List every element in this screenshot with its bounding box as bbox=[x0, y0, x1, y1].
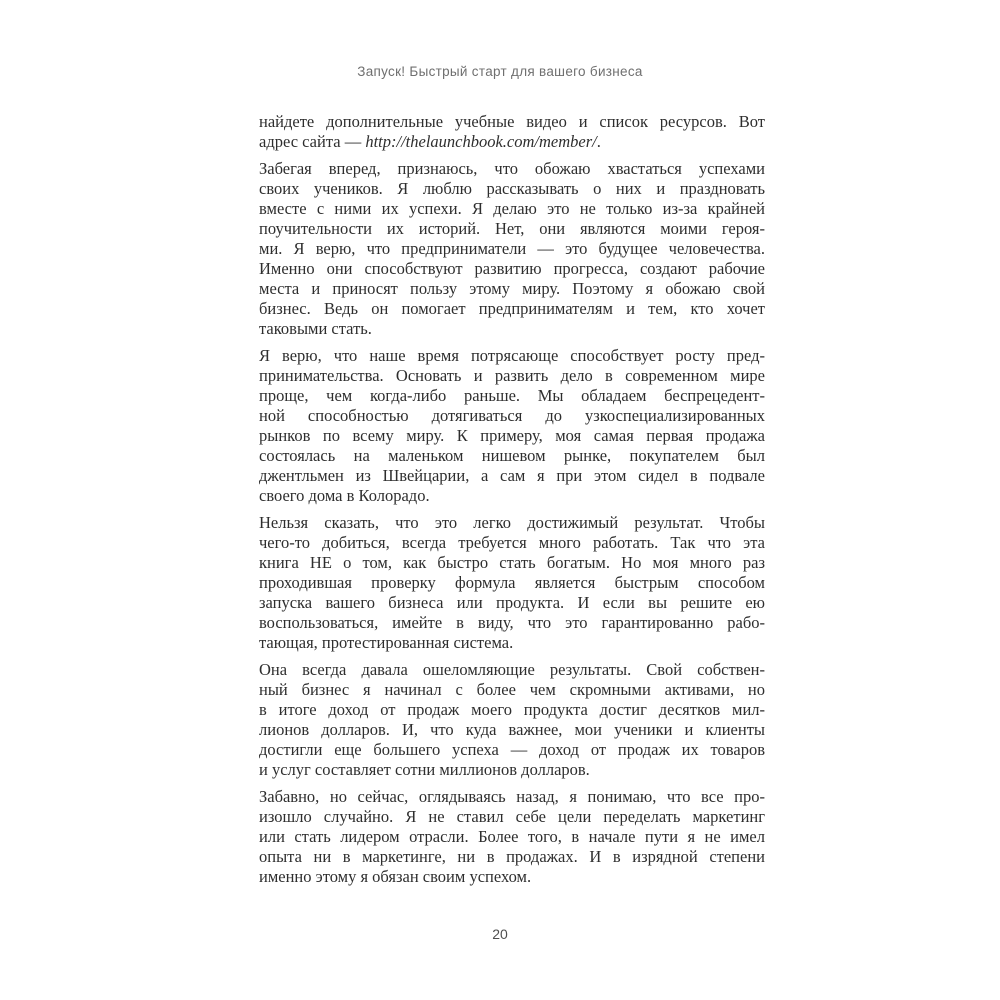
text-line: Забегая вперед, признаюсь, что обожаю хвастаться успехами bbox=[259, 159, 765, 178]
text-line: запуска вашего бизнеса или продукта. И если вы решите ею bbox=[259, 593, 765, 612]
text-line: своего дома в Колорадо. bbox=[259, 486, 430, 505]
text-line: опыта ни в маркетинге, ни в продажах. И в изрядной степени bbox=[259, 847, 765, 866]
text-line: ный бизнес я начинал с более чем скромными активами, но bbox=[259, 680, 765, 699]
running-head: Запуск! Быстрый старт для вашего бизнеса bbox=[357, 64, 643, 79]
text-line: именно этому я обязан своим успехом. bbox=[259, 867, 532, 886]
text-line: Нельзя сказать, что это легко достижимый результат. Чтобы bbox=[259, 513, 765, 532]
text-line bbox=[259, 132, 765, 152]
page-number: 20 bbox=[492, 926, 508, 942]
paragraph bbox=[259, 112, 765, 152]
text-line: таковыми стать. bbox=[259, 319, 372, 338]
text-line: и услуг составляет сотни миллионов долларов. bbox=[259, 760, 590, 779]
paragraph bbox=[259, 513, 765, 653]
page-text bbox=[259, 112, 765, 894]
text-line: проходившая проверку формула является быстрым способом bbox=[259, 573, 765, 592]
paragraph bbox=[259, 159, 765, 339]
text-segment: адрес сайта — bbox=[259, 132, 366, 151]
text-line: лионов долларов. И, что куда важнее, мои ученики и клиенты bbox=[259, 720, 765, 739]
text-line: в итоге доход от продаж моего продукта достиг десятков мил- bbox=[259, 700, 765, 719]
text-line: Именно они способствуют развитию прогресса, создают рабочие bbox=[259, 259, 765, 278]
text-line: места и приносят пользу этому миру. Поэтому я обожаю свой bbox=[259, 279, 765, 298]
text-line: поучительности их историй. Нет, они являются моими героя- bbox=[259, 219, 765, 238]
text-line: достигли еще большего успеха — доход от продаж их товаров bbox=[259, 740, 765, 759]
text-line: воспользоваться, имейте в виду, что это гарантированно рабо- bbox=[259, 613, 765, 632]
text-line: Она всегда давала ошеломляющие результаты. Свой собствен- bbox=[259, 660, 765, 679]
paragraph bbox=[259, 660, 765, 780]
text-line: принимательства. Основать и развить дело в современном мире bbox=[259, 366, 765, 385]
paragraph bbox=[259, 346, 765, 506]
member-site-url: http://thelaunchbook.com/member/ bbox=[365, 132, 597, 151]
text-line: бизнес. Ведь он помогает предпринимателям и тем, кто хочет bbox=[259, 299, 765, 318]
paragraph bbox=[259, 787, 765, 887]
text-line: Я верю, что наше время потрясающе способствует росту пред- bbox=[259, 346, 765, 365]
text-line: ми. Я верю, что предприниматели — это будущее человечества. bbox=[259, 239, 765, 258]
text-line: джентльмен из Швейцарии, а сам я при этом сидел в подвале bbox=[259, 466, 765, 485]
text-line: тающая, протестированная система. bbox=[259, 633, 514, 652]
text-line: ной способностью дотягиваться до узкоспециализированных bbox=[259, 406, 765, 425]
text-line: или стать лидером отрасли. Более того, в начале пути я не имел bbox=[259, 827, 765, 846]
text-line: Забавно, но сейчас, оглядываясь назад, я понимаю, что все про- bbox=[259, 787, 765, 806]
text-segment: . bbox=[596, 132, 601, 151]
text-line: найдете дополнительные учебные видео и список ресурсов. Вот bbox=[259, 112, 765, 131]
text-line: своих учеников. Я люблю рассказывать о них и праздновать bbox=[259, 179, 765, 198]
text-line: книга НЕ о том, как быстро стать богатым. Но моя много раз bbox=[259, 553, 765, 572]
text-line: проще, чем когда-либо раньше. Мы обладаем беспрецедент- bbox=[259, 386, 765, 405]
text-line: состоялась на маленьком нишевом рынке, покупателем был bbox=[259, 446, 765, 465]
text-line: изошло случайно. Я не ставил себе цели переделать маркетинг bbox=[259, 807, 765, 826]
text-line: вместе с ними их успехи. Я делаю это не только из-за крайней bbox=[259, 199, 765, 218]
text-line: чего-то добиться, всегда требуется много работать. Так что эта bbox=[259, 533, 765, 552]
text-line: рынков по всему миру. К примеру, моя самая первая продажа bbox=[259, 426, 765, 445]
